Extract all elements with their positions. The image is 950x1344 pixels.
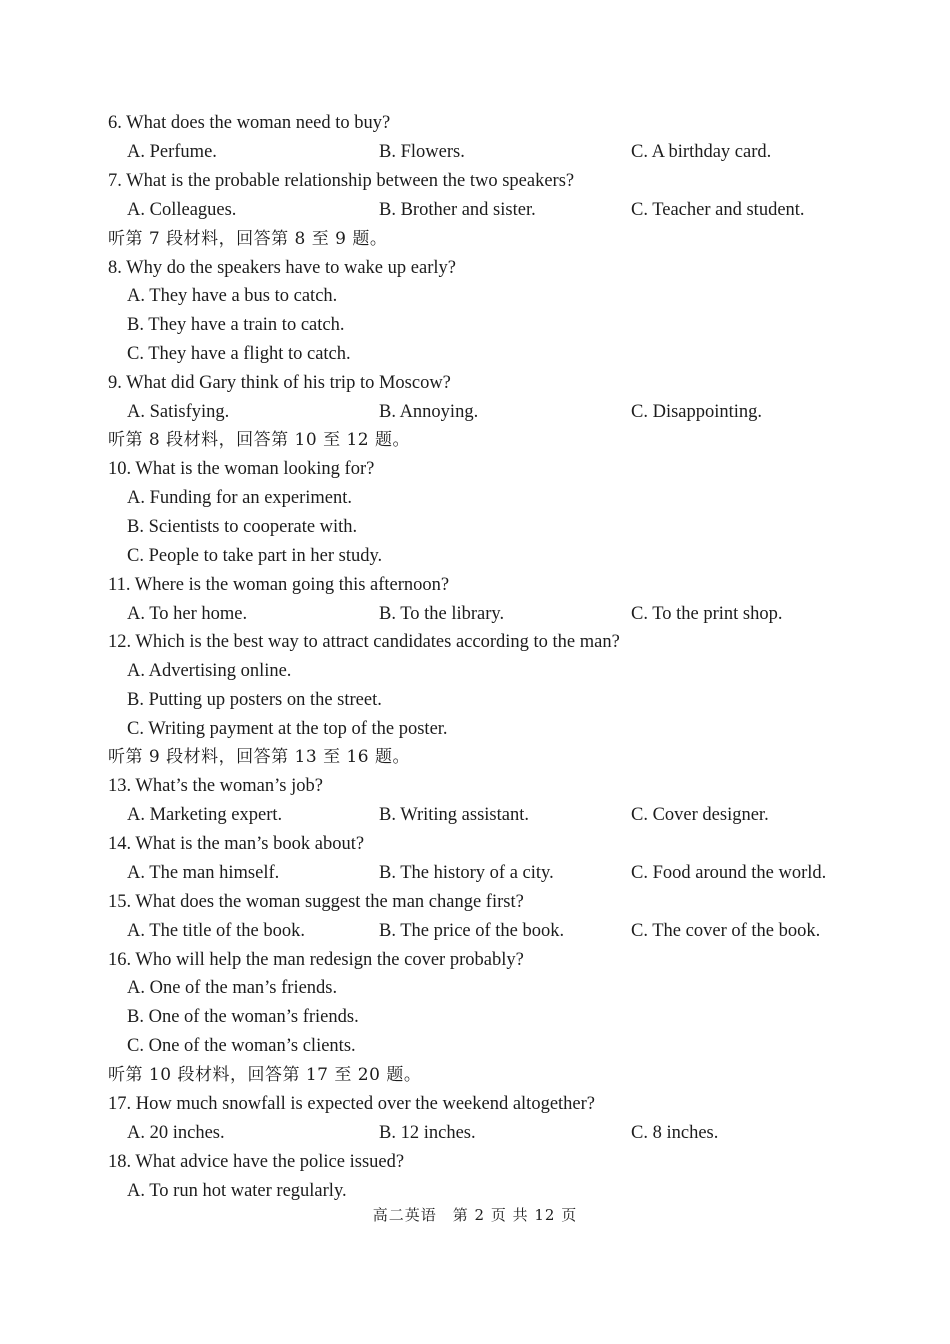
option-b: B. Annoying. — [379, 402, 479, 422]
question-13: 13. What’s the woman’s job? — [108, 776, 323, 796]
option-b: B. 12 inches. — [379, 1123, 476, 1143]
option-a: A. 20 inches. — [127, 1123, 225, 1143]
question-7-options — [108, 196, 910, 225]
section-heading: 听第 9 段材料，回答第 13 至 16 题。 — [108, 747, 411, 767]
option-c: C. 8 inches. — [631, 1123, 719, 1143]
option-a: A. Marketing expert. — [127, 805, 283, 825]
option-a: A. Perfume. — [127, 142, 217, 162]
question-10: 10. What is the woman looking for? — [108, 459, 375, 479]
question-15: 15. What does the woman suggest the man change first? — [108, 892, 524, 912]
question-11: 11. Where is the woman going this afternoon? — [108, 575, 450, 595]
section-heading: 听第 7 段材料，回答第 8 至 9 题。 — [108, 229, 388, 249]
option-b: B. The price of the book. — [379, 921, 565, 941]
question-13-options — [108, 801, 910, 830]
option-b: B. Brother and sister. — [379, 200, 536, 220]
question-7: 7. What is the probable relationship between the two speakers? — [108, 171, 575, 191]
question-16-option-c: C. One of the woman’s clients. — [127, 1036, 356, 1056]
section-heading: 听第 8 段材料，回答第 10 至 12 题。 — [108, 430, 411, 450]
question-14: 14. What is the man’s book about? — [108, 834, 365, 854]
question-17: 17. How much snowfall is expected over the weekend altogether? — [108, 1094, 595, 1114]
question-10-option-b: B. Scientists to cooperate with. — [127, 517, 358, 537]
option-c: C. A birthday card. — [631, 142, 772, 162]
option-a: A. To her home. — [127, 604, 248, 624]
option-a: A. Colleagues. — [127, 200, 237, 220]
question-9: 9. What did Gary think of his trip to Moscow? — [108, 373, 451, 393]
option-a: A. Satisfying. — [127, 402, 230, 422]
question-18: 18. What advice have the police issued? — [108, 1152, 405, 1172]
option-c: C. Food around the world. — [631, 863, 827, 883]
option-b: B. Writing assistant. — [379, 805, 529, 825]
question-15-options — [108, 917, 910, 946]
option-c: C. Cover designer. — [631, 805, 769, 825]
question-8-option-b: B. They have a train to catch. — [127, 315, 345, 335]
question-17-options — [108, 1119, 910, 1148]
question-8: 8. Why do the speakers have to wake up early? — [108, 258, 456, 278]
question-16-option-b: B. One of the woman’s friends. — [127, 1007, 359, 1027]
question-10-option-c: C. People to take part in her study. — [127, 546, 383, 566]
section-heading: 听第 10 段材料，回答第 17 至 20 题。 — [108, 1065, 422, 1085]
question-12-option-b: B. Putting up posters on the street. — [127, 690, 382, 710]
option-c: C. The cover of the book. — [631, 921, 821, 941]
question-16: 16. Who will help the man redesign the cover probably? — [108, 950, 524, 970]
question-12-option-a: A. Advertising online. — [127, 661, 292, 681]
question-9-options — [108, 398, 910, 427]
option-c: C. To the print shop. — [631, 604, 783, 624]
question-11-options — [108, 600, 910, 629]
question-16-option-a: A. One of the man’s friends. — [127, 978, 338, 998]
question-18-option-a: A. To run hot water regularly. — [127, 1181, 347, 1201]
option-a: A. The man himself. — [127, 863, 280, 883]
page-footer: 高二英语 第 2 页 共 12 页 — [372, 1206, 578, 1224]
question-6-options — [108, 138, 910, 167]
option-b: B. The history of a city. — [379, 863, 554, 883]
option-b: B. To the library. — [379, 604, 505, 624]
option-c: C. Teacher and student. — [631, 200, 805, 220]
question-10-option-a: A. Funding for an experiment. — [127, 488, 353, 508]
question-14-options — [108, 859, 910, 888]
question-12: 12. Which is the best way to attract candidates according to the man? — [108, 632, 620, 652]
question-8-option-c: C. They have a flight to catch. — [127, 344, 351, 364]
option-b: B. Flowers. — [379, 142, 465, 162]
question-8-option-a: A. They have a bus to catch. — [127, 286, 338, 306]
question-12-option-c: C. Writing payment at the top of the poster. — [127, 719, 448, 739]
option-c: C. Disappointing. — [631, 402, 763, 422]
option-a: A. The title of the book. — [127, 921, 305, 941]
question-6: 6. What does the woman need to buy? — [108, 113, 391, 133]
